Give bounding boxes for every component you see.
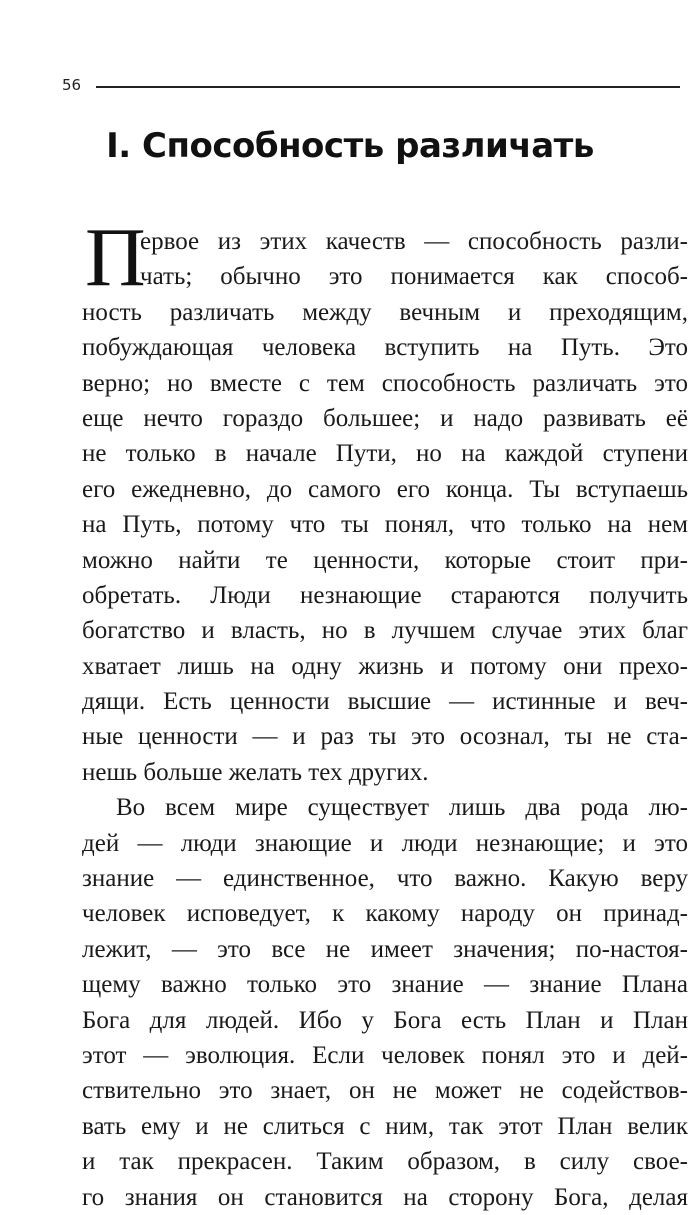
text-line: вать ему и не слиться с ним, так этот План велик [82, 1112, 688, 1140]
text-line: знание — единственное, что важно. Какую веру [82, 865, 688, 893]
text-line: его ежедневно, до самого его конца. Ты вступаешь [82, 475, 688, 503]
chapter-title: I. Способность различать [106, 126, 594, 166]
text-line: ные ценности — и раз ты это осознал, ты не ста- [82, 723, 688, 751]
text-line: лежит, — это все не имеет значения; по-настоя- [82, 935, 688, 963]
text-line: верно; но вместе с тем способность различать это [82, 369, 688, 397]
page-header [62, 76, 680, 96]
text-line: дящи. Есть ценности высшие — истинные и веч- [82, 688, 688, 716]
text-line: дей — люди знающие и люди незнающие; и это [82, 829, 688, 857]
drop-cap: П [85, 228, 146, 290]
text-line: щему важно только это знание — знание Плана [82, 971, 688, 999]
page-number: 56 [62, 76, 82, 94]
text-line: не только в начале Пути, но на каждой ступени [82, 440, 688, 468]
text-line: можно найти те ценности, которые стоит при- [82, 546, 688, 574]
text-line: чать; обычно это понимается как способ- [140, 263, 688, 291]
text-line: нешь больше желать тех других. [82, 758, 429, 786]
text-line: еще нечто гораздо большее; и надо развивать её [82, 404, 688, 432]
text-line: хватает лишь на одну жизнь и потому они прехо- [82, 652, 688, 680]
text-line: обретать. Люди незнающие стараются получить [82, 581, 688, 609]
text-line: го знания он становится на сторону Бога, делая [82, 1183, 688, 1211]
text-line: и так прекрасен. Таким образом, в силу свое- [82, 1148, 688, 1176]
text-line: ервое из этих качеств — способность разли- [140, 228, 688, 255]
text-line: на Путь, потому что ты понял, что только на нем [82, 511, 688, 539]
text-line: Во всем мире существует лишь два рода лю- [116, 794, 688, 822]
text-line: богатство и власть, но в лучшем случае этих благ [82, 617, 688, 645]
text-line: этот — эволюция. Если человек понял это и дей- [82, 1041, 688, 1069]
text-line: ствительно это знает, он не может не содействов- [82, 1077, 688, 1105]
text-line: побуждающая человека вступить на Путь. Это [82, 334, 688, 362]
text-line: Бога для людей. Ибо у Бога есть План и План [82, 1006, 688, 1034]
text-line: ность различать между вечным и преходящим, [82, 298, 688, 326]
text-line: человек исповедует, к какому народу он принад- [82, 900, 688, 928]
header-rule [96, 86, 680, 88]
body-text [82, 224, 688, 1215]
